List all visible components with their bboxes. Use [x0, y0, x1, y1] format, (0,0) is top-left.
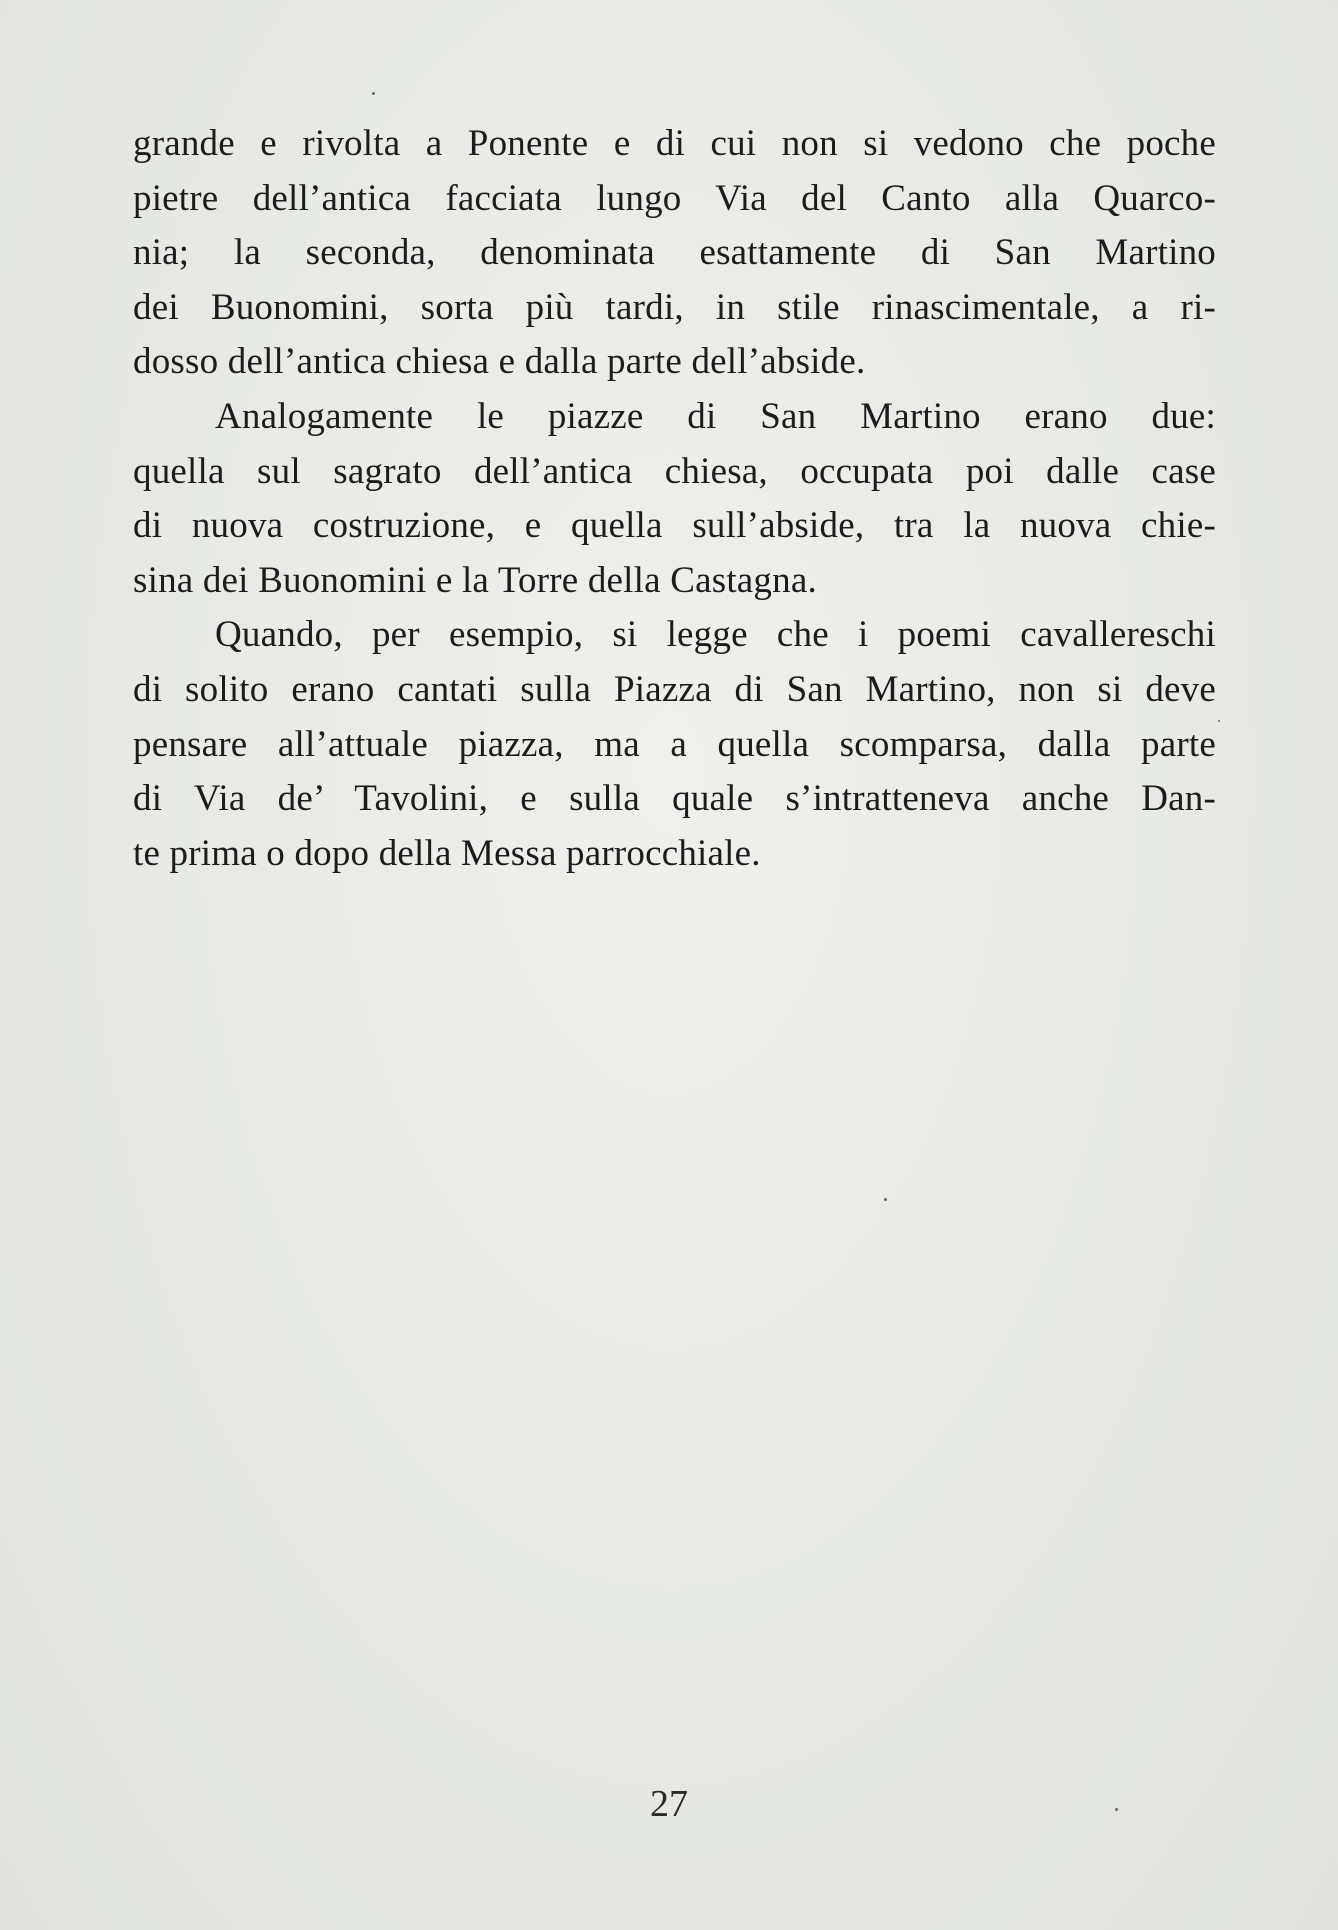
- text-line: dei Buonomini, sorta più tardi, in stile rinascimentale, a ri-: [133, 286, 1216, 328]
- text-line: di nuova costruzione, e quella sull’abside, tra la nuova chie-: [133, 505, 1216, 547]
- text-line: di Via de’ Tavolini, e sulla quale s’intratteneva anche Dan-: [133, 778, 1216, 820]
- text-line: di solito erano cantati sulla Piazza di San Martino, non si deve: [133, 668, 1216, 710]
- text-line: Quando, per esempio, si legge che i poemi cavallereschi: [215, 614, 1216, 656]
- paragraph: [133, 117, 1216, 390]
- text-line: quella sul sagrato dell’antica chiesa, occupata poi dalle case: [133, 450, 1216, 492]
- text-line: sina dei Buonomini e la Torre della Castagna.: [133, 559, 817, 601]
- text-line: pietre dell’antica facciata lungo Via del Canto alla Quarco-: [133, 177, 1216, 219]
- paragraph: [133, 390, 1216, 608]
- body-text: [133, 117, 1216, 881]
- text-line: dosso dell’antica chiesa e dalla parte dell’abside.: [133, 341, 866, 383]
- text-line: pensare all’attuale piazza, ma a quella scomparsa, dalla parte: [133, 723, 1216, 765]
- paper-speck: [1115, 1808, 1118, 1811]
- paragraph: [133, 608, 1216, 881]
- text-line: grande e rivolta a Ponente e di cui non si vedono che poche: [133, 123, 1216, 164]
- paper-speck: [372, 92, 375, 95]
- text-line: Analogamente le piazze di San Martino erano due:: [215, 395, 1216, 437]
- paper-speck: [884, 1198, 887, 1201]
- page-number: 27: [650, 1783, 688, 1825]
- paper-speck: [1218, 720, 1220, 722]
- text-line: te prima o dopo della Messa parrocchiale.: [133, 832, 761, 874]
- text-line: nia; la seconda, denominata esattamente di San Martino: [133, 232, 1216, 274]
